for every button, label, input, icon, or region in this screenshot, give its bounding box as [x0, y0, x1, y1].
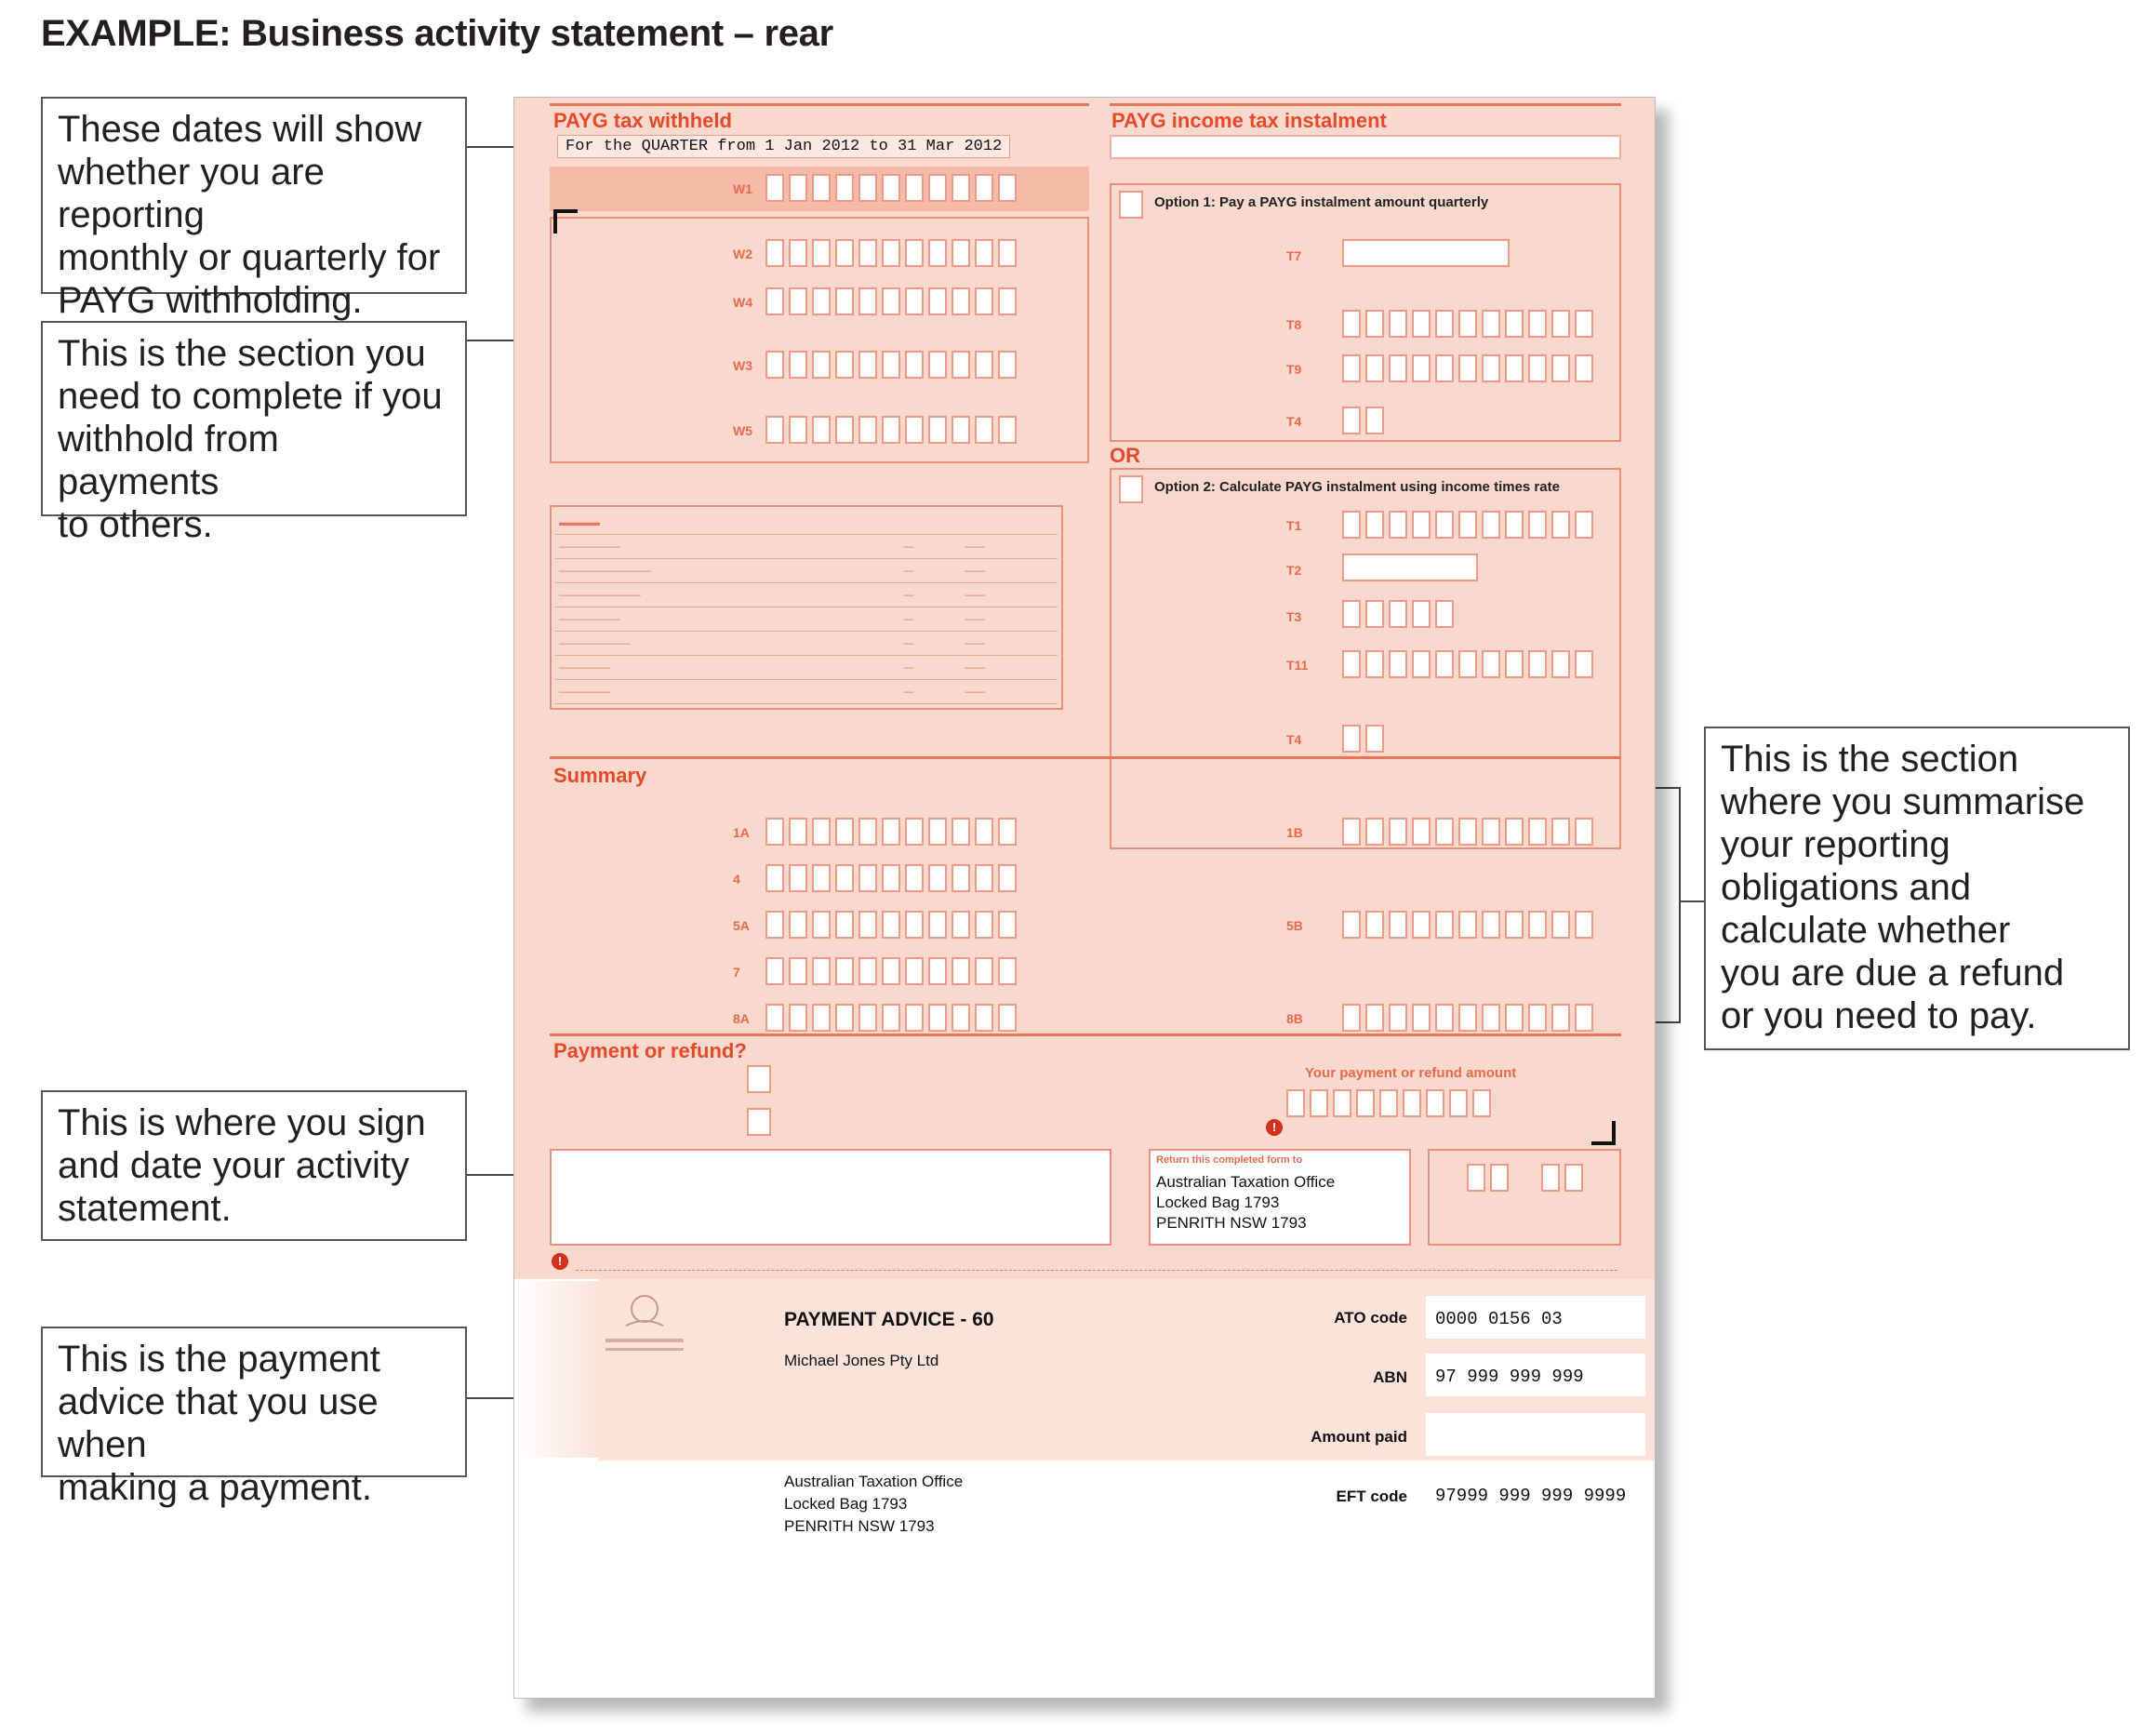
option1-checkbox[interactable]	[1119, 191, 1143, 219]
4-amount-cells[interactable]	[765, 864, 1021, 892]
code-label: 4	[733, 872, 740, 887]
callout-line: PAYG withholding.	[58, 280, 363, 321]
code-label: 5A	[733, 918, 750, 933]
callout-line: whether you are reporting	[58, 152, 325, 235]
yes-checkbox[interactable]	[747, 1065, 771, 1093]
abn-label: ABN	[1373, 1368, 1407, 1386]
leader-line-summary	[1680, 900, 1704, 902]
abn-value: 97 999 999 999	[1435, 1367, 1584, 1387]
code-label: T7	[1286, 248, 1302, 263]
code-label: 7	[733, 965, 740, 980]
code-label: T4	[1286, 732, 1302, 747]
summary-title: Summary	[553, 764, 647, 787]
code-label: W3	[733, 358, 752, 373]
w5-amount-cells[interactable]	[765, 416, 1021, 444]
w2-amount-cells[interactable]	[765, 239, 1021, 267]
payment-advice-title: PAYMENT ADVICE - 60	[784, 1309, 994, 1330]
callout-sign	[41, 1090, 467, 1241]
declaration-box[interactable]	[550, 1149, 1111, 1246]
callout-summary	[1704, 727, 2130, 1050]
rule	[550, 1034, 1621, 1036]
code-label: T3	[1286, 609, 1302, 624]
rule	[1110, 103, 1621, 106]
time-taken-box	[1428, 1149, 1621, 1246]
return-address-line: Locked Bag 1793	[1156, 1194, 1280, 1211]
t2-rate-field[interactable]	[1342, 554, 1478, 581]
eft-code-value: 97999 999 999 9999	[1435, 1486, 1627, 1506]
w1-amount-cells[interactable]	[765, 174, 1021, 202]
return-address-line: PENRITH NSW 1793	[1156, 1214, 1307, 1232]
code-label: T11	[1286, 658, 1309, 673]
ato-address-line: PENRITH NSW 1793	[784, 1517, 935, 1535]
t4-reason-cells-2[interactable]	[1342, 725, 1389, 753]
no-checkbox[interactable]	[747, 1108, 771, 1136]
payment-refund-cells[interactable]	[1286, 1089, 1496, 1117]
rule	[550, 103, 1089, 106]
callout-line: or you need to pay.	[1721, 995, 2037, 1036]
code-label: 8A	[733, 1011, 750, 1026]
info-icon: !	[1266, 1119, 1283, 1136]
code-label: W1	[733, 181, 752, 196]
coat-of-arms-logo	[598, 1288, 691, 1363]
5b-amount-cells[interactable]	[1342, 911, 1598, 939]
t7-amount-field[interactable]	[1342, 239, 1510, 267]
t4-reason-cells[interactable]	[1342, 407, 1389, 434]
callout-line: you are due a refund	[1721, 953, 2065, 994]
company-name: Michael Jones Pty Ltd	[784, 1352, 939, 1369]
callout-payment	[41, 1327, 467, 1508]
code-label: W2	[733, 247, 752, 261]
callout-line: making a payment.	[58, 1467, 372, 1508]
callout-line: where you summarise	[1721, 781, 2085, 822]
option2-label: Option 2: Calculate PAYG instalment using income times rate	[1154, 479, 1560, 495]
hours-cells[interactable]	[1467, 1164, 1513, 1192]
callout-line: advice that you use when	[58, 1381, 379, 1465]
8b-amount-cells[interactable]	[1342, 1004, 1598, 1032]
code-label: T4	[1286, 414, 1302, 429]
instalment-period-field[interactable]	[1110, 135, 1621, 159]
t8-amount-cells[interactable]	[1342, 310, 1598, 338]
option1-label: Option 1: Pay a PAYG instalment amount quarterly	[1154, 194, 1489, 210]
code-label: 1B	[1286, 825, 1303, 840]
option2-checkbox[interactable]	[1119, 475, 1143, 503]
code-label: 1A	[733, 825, 750, 840]
callout-line: monthly or quarterly for	[58, 237, 441, 278]
callout-line: need to complete if you	[58, 376, 443, 417]
callout-line: These dates will show	[58, 109, 422, 150]
1a-amount-cells[interactable]	[765, 818, 1021, 846]
crop-mark	[1591, 1121, 1616, 1145]
callout-withhold	[41, 321, 467, 545]
pay-advice-fade	[514, 1281, 598, 1458]
your-payment-label: Your payment or refund amount	[1305, 1065, 1517, 1081]
payg-instalment-title: PAYG income tax instalment	[1111, 109, 1387, 132]
callout-line: This is the section	[1721, 739, 2019, 780]
code-label: 8B	[1286, 1011, 1303, 1026]
code-label: T8	[1286, 317, 1302, 332]
ato-address-line: Locked Bag 1793	[784, 1495, 908, 1513]
callout-line: withhold from payments	[58, 419, 279, 502]
leader-bracket-summary	[1679, 787, 1681, 1023]
code-label: 5B	[1286, 918, 1303, 933]
amount-paid-field[interactable]	[1426, 1413, 1645, 1456]
callout-line: to others.	[58, 504, 213, 545]
code-label: T1	[1286, 518, 1302, 533]
t1-amount-cells[interactable]	[1342, 511, 1598, 539]
rule	[550, 756, 1621, 759]
5a-amount-cells[interactable]	[765, 911, 1021, 939]
eft-code-label: EFT code	[1336, 1487, 1407, 1505]
callout-line: your reporting	[1721, 824, 1950, 865]
crop-mark	[553, 209, 578, 233]
minutes-cells[interactable]	[1541, 1164, 1588, 1192]
callout-line: This is the section you	[58, 333, 426, 374]
info-icon: !	[552, 1253, 568, 1270]
7-amount-cells[interactable]	[765, 957, 1021, 985]
payment-refund-title: Payment or refund?	[553, 1039, 747, 1062]
code-label: T9	[1286, 362, 1302, 377]
or-label: OR	[1110, 444, 1140, 467]
ato-code-label: ATO code	[1334, 1309, 1407, 1327]
w4-amount-cells[interactable]	[765, 287, 1021, 315]
ato-code-value: 0000 0156 03	[1435, 1309, 1563, 1329]
return-address-line: Australian Taxation Office	[1156, 1173, 1336, 1191]
callout-line: calculate whether	[1721, 910, 2011, 951]
callout-line: statement.	[58, 1188, 232, 1229]
callout-line: and date your activity	[58, 1145, 409, 1186]
code-label: W4	[733, 295, 752, 310]
ato-address-line: Australian Taxation Office	[784, 1473, 964, 1490]
payg-withheld-title: PAYG tax withheld	[553, 109, 732, 132]
t11-amount-cells[interactable]	[1342, 650, 1598, 678]
footer-fineprint	[576, 1255, 1617, 1271]
callout-line: obligations and	[1721, 867, 1972, 908]
callout-dates	[41, 97, 467, 321]
callout-line: This is where you sign	[58, 1102, 426, 1143]
bas-form-page	[513, 97, 1656, 1699]
1b-amount-cells[interactable]	[1342, 818, 1598, 846]
return-to-heading: Return this completed form to	[1156, 1154, 1303, 1166]
code-label: T2	[1286, 563, 1302, 578]
page-heading: EXAMPLE: Business activity statement – rear	[41, 13, 833, 54]
amount-paid-label: Amount paid	[1311, 1428, 1407, 1446]
w3-amount-cells[interactable]	[765, 351, 1021, 379]
callout-line: This is the payment	[58, 1339, 380, 1380]
8a-amount-cells[interactable]	[765, 1004, 1021, 1032]
t3-rate-cells[interactable]	[1342, 600, 1458, 628]
code-label: W5	[733, 423, 752, 438]
t9-amount-cells[interactable]	[1342, 354, 1598, 382]
reason-for-varying-table: ▬▬▬▬ —————— — —— ————————— — —— ———————— — —— —————— — —— ——————— — —— ————— — —— ————— — ——	[555, 511, 1058, 704]
reporting-period: For the QUARTER from 1 Jan 2012 to 31 Mar 2012	[557, 135, 1010, 158]
